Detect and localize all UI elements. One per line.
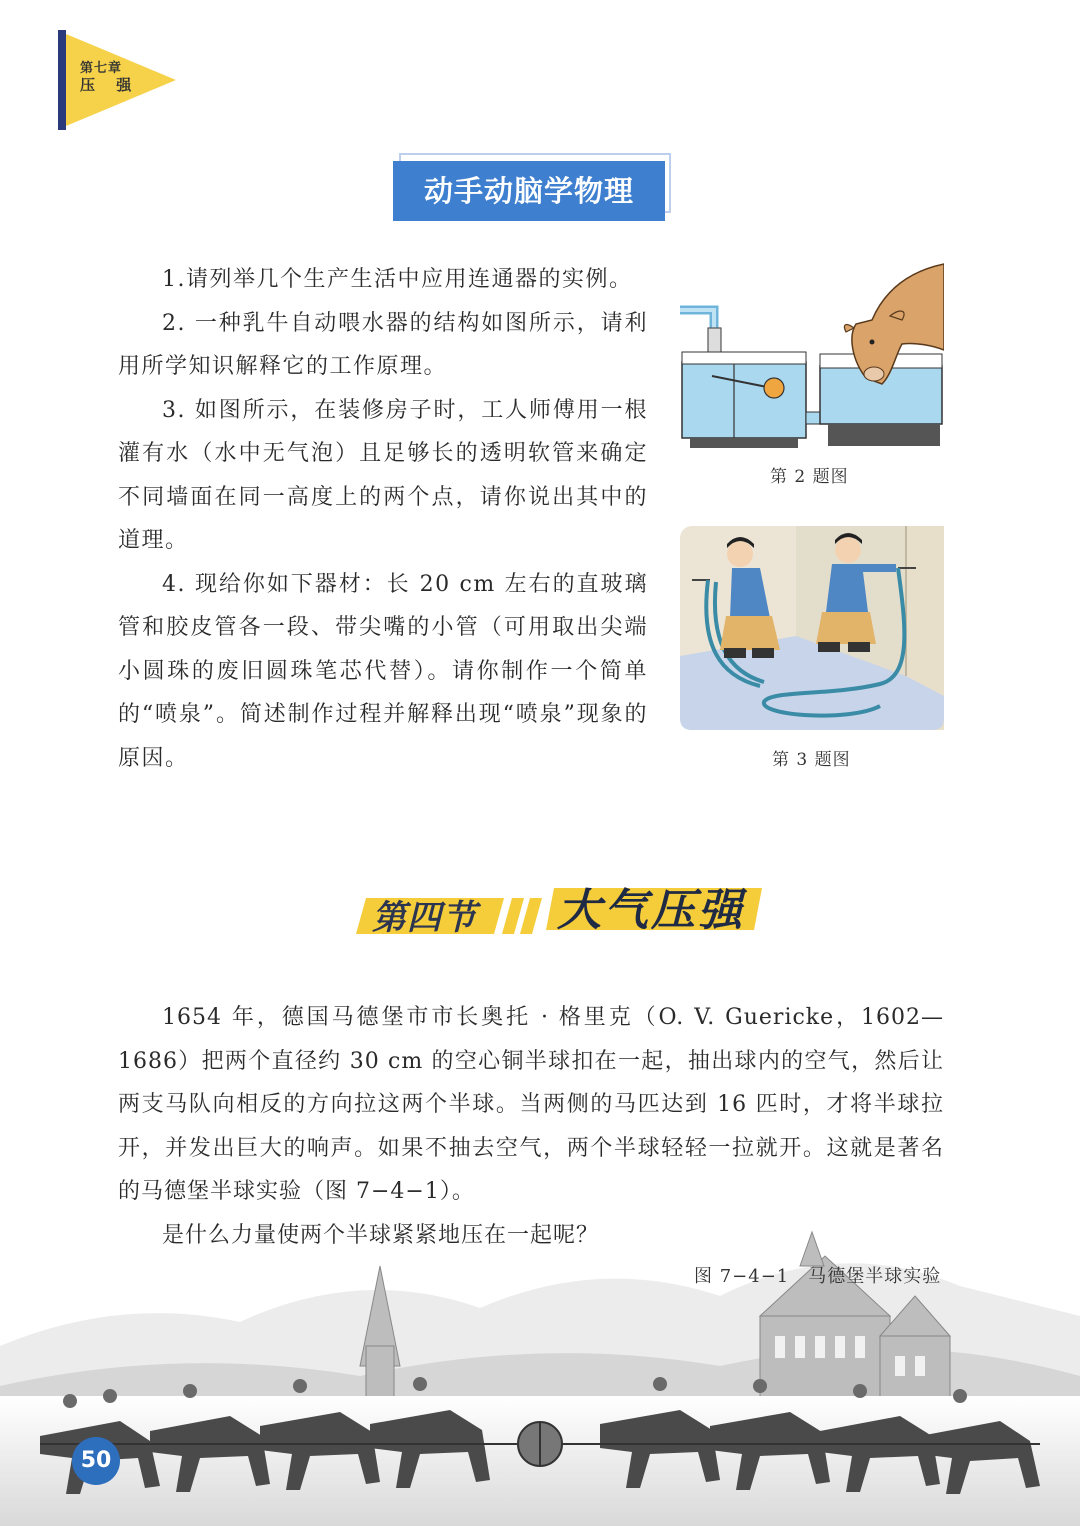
chapter-tab [58,30,182,130]
fig2-caption: 第 2 题图 [770,467,849,487]
question-2: 2. 一种乳牛自动喂水器的结构如图所示，请利用所学知识解释它的工作原理。 [118,310,648,379]
question-4: 4. 现给你如下器材：长 20 cm 左右的直玻璃管和胶皮管各一段、带尖嘴的小管（可用取出尖端小圆珠的废旧圆珠笔芯代替）。请你制作一个简单的“喷泉”。简述制作过程并解释出现“喷泉”现象的原因。 [118,571,648,771]
section-body [118,996,944,1257]
practice-questions [118,258,648,780]
fig3-caption: 第 3 题图 [772,750,851,770]
section-banner [352,868,762,946]
practice-banner [393,153,673,221]
practice-title: 动手动脑学物理 [393,161,665,221]
cow-feeder-figure [676,262,944,452]
paragraph-1: 1654 年，德国马德堡市市长奥托 · 格里克（O. V. Guericke，1602—1686）把两个直径约 30 cm 的空心铜半球扣在一起，抽出球内的空气，然后让两支马队向相反的方向拉这两个半球。当两侧的马匹达到 16 匹时，才将半球拉开，并发出巨大的响声。如果不抽去空气，两个半球轻轻一拉就开。这就是著名的马德堡半球实验（图 7−4−1）。 [118,1005,944,1204]
question-1: 1.请列举几个生产生活中应用连通器的实例。 [162,267,633,292]
question-3: 3. 如图所示，在装修房子时，工人师傅用一根灌有水（水中无气泡）且足够长的透明软管来确定不同墙面在同一高度上的两个点，请你说出其中的道理。 [118,397,648,553]
figure-7-4-1-caption: 图 7−4−1 马德堡半球实验 [694,1266,942,1287]
paragraph-2: 是什么力量使两个半球紧紧地压在一起呢？ [162,1222,600,1248]
chapter-number: 第七章 [80,61,123,76]
chapter-name: 压 强 [80,76,140,94]
section-number: 第四节 [372,898,477,938]
water-level-figure [680,526,944,730]
chapter-label [80,60,139,94]
section-title: 大气压强 [557,885,745,936]
page-number: 50 [72,1437,120,1485]
